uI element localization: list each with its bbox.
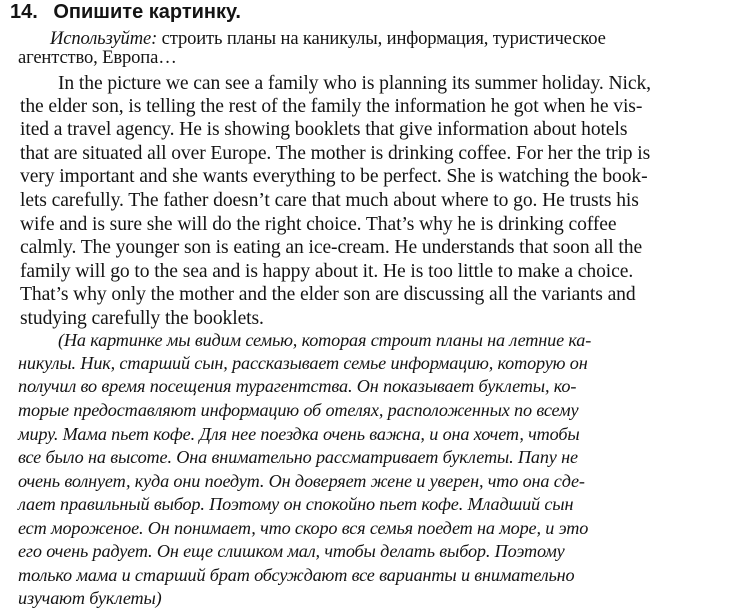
translation-line: лает правильный выбор. Поэтому он спокойно пьет кофе. Младший сын (18, 494, 574, 514)
english-line: family will go to the sea and is happy about it. He is too little to make a choice. (20, 261, 634, 282)
english-line: ited a travel agency. He is showing booklets that give information about hotels (20, 119, 628, 140)
translation-line: очень волнует, куда они поедут. Он доверяет жене и уверен, что она сде- (18, 471, 585, 491)
translation-line: его очень радует. Он еще слишком мал, чтобы делать выбор. Поэтому (18, 541, 565, 561)
exercise-title: Опишите картинку. (53, 1, 241, 23)
english-line: the elder son, is telling the rest of the family the information he got when he vis- (20, 96, 643, 117)
cue-words-line-1 (50, 30, 606, 49)
translation-line: получил во время посещения турагентства. Он показывает буклеты, ко- (18, 376, 577, 396)
exercise-heading (10, 2, 241, 22)
english-line: In the picture we can see a family who is planning its summer holiday. Nick, (58, 73, 651, 94)
english-line: calmly. The younger son is eating an ice-cream. He understands that soon all the (20, 237, 643, 258)
translation-line: только мама и старший брат обсуждают все варианты и внимательно (18, 565, 575, 585)
translation-line: торые предоставляют информацию об отелях, расположенных по всему (18, 400, 579, 420)
exercise-number: 14. (10, 1, 38, 23)
translation-line: изучают буклеты) (18, 588, 162, 608)
english-line: wife and is sure she will do the right choice. That’s why he is drinking coffee (20, 214, 617, 235)
english-line: lets carefully. The father doesn’t care that much about where to go. He trusts his (20, 190, 639, 211)
english-line: studying carefully the booklets. (20, 308, 264, 329)
translation-line: (На картинке мы видим семью, которая строит планы на летние ка- (58, 330, 592, 350)
english-line: That’s why only the mother and the elder son are discussing all the variants and (20, 284, 636, 305)
cue-label: Используйте: (50, 28, 158, 49)
cue-words-text-1: строить планы на каникулы, информация, туристическое (161, 28, 606, 49)
translation-line: никулы. Ник, старший сын, рассказывает семье информацию, которую он (18, 353, 588, 373)
translation-line: миру. Мама пьет кофе. Для нее поездка очень важна, и она хочет, чтобы (18, 424, 580, 444)
cue-words-line-2: агентство, Европа… (18, 47, 177, 68)
english-line: that are situated all over Europe. The mother is drinking coffee. For her the trip is (20, 143, 651, 164)
translation-line: все было на высоте. Она внимательно рассматривает буклеты. Папу не (18, 447, 578, 467)
english-line: very important and she wants everything to be perfect. She is watching the book- (20, 166, 648, 187)
translation-line: ест мороженое. Он понимает, что скоро вся семья поедет на море, и это (18, 518, 589, 538)
